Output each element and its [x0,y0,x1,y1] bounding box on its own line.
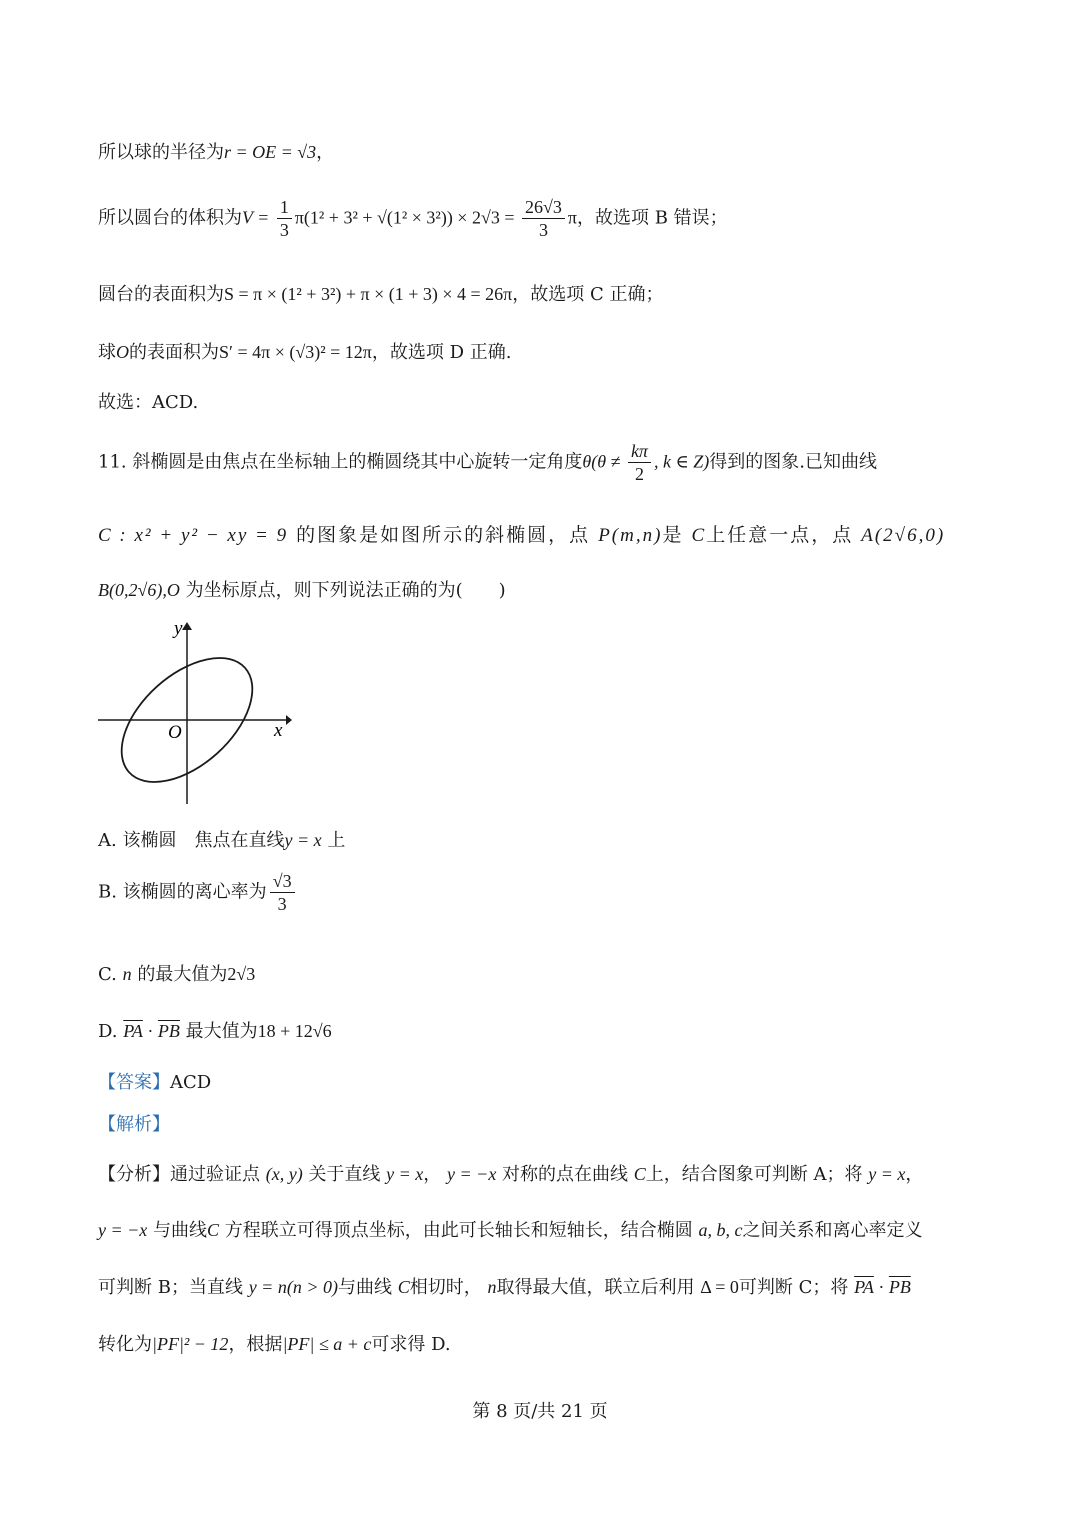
analysis-row4: 转化为|PF|² − 12，根据|PF| ≤ a + c可求得 D. [98,1334,451,1355]
x-axis-arrow [286,715,292,725]
option-c: C. n 的最大值为2√3 [98,964,256,985]
analysis-row2: y = −x 与曲线C 方程联立可得顶点坐标，由此可长轴长和短轴长，结合椭圆 a, b, c之间关系和离心率定义 [98,1220,923,1241]
math-radius: r = OE = √3 [224,142,317,162]
answer-line: 【答案】ACD [98,1072,212,1093]
page-footer: 第 8 页/共 21 页 [472,1401,608,1422]
y-axis-arrow [182,622,192,630]
solution-line-surface: 圆台的表面积为S = π × (1² + 3²) + π × (1 + 3) × 4 = 26π，故选项 C 正确； [98,284,664,305]
analysis-row1: 【分析】通过验证点 (x, y) 关于直线 y = x， y = −x 对称的点在曲线 C上，结合图象可判断 A；将 y = x， [98,1164,924,1185]
math-surface: S = π × (1² + 3²) + π × (1 + 3) × 4 = 26π [224,284,513,304]
analysis-tag: 【解析】 [98,1114,170,1135]
solution-line-radius: 所以球的半径为r = OE = √3， [98,142,335,163]
fraction-volume-result: $\frac{26√3}{3}$ [522,196,565,241]
answer-tag: 【答案】 [98,1072,170,1093]
origin-label: O [168,722,182,743]
curve-equation: C : x² + y² − xy = 9 [98,525,289,546]
fraction-one-third: $\frac{1}{3}$ [277,196,292,241]
option-a: A. 该椭圆 焦点在直线y = x 上 [98,830,346,851]
analysis-row3: 可判断 B；当直线 y = n(n > 0)与曲线 C相切时， n取得最大值，联立后利用 Δ = 0可判断 C；将 $\overline{PA} \cdot \overline{PB}$ [98,1277,911,1298]
option-d: D. $\overline{PA} \cdot \overline{PB}$ 最大值为18 + 12√6 [98,1021,332,1042]
x-label: x [274,720,283,741]
question-stem-line3: B(0,2√6),O 为坐标原点，则下列说法正确的为( ) [98,580,506,601]
math-sphere-area: S′ = 4π × (√3)² = 12π [219,342,372,362]
y-label: y [174,618,183,639]
ellipse-figure [98,618,298,808]
solution-conclusion: 故选：ACD. [98,392,199,413]
option-b: B. 该椭圆的离心率为 $\frac{√3}{3}$ [98,870,298,915]
fraction-eccentricity: $\frac{√3}{3}$ [270,870,295,915]
question-stem-line1: 11. 斜椭圆是由焦点在坐标轴上的椭圆绕其中心旋转一定角度θ(θ ≠ $\frac{k\pi}{2}$ , k ∈ Z)得到的图象.已知曲线 [98,441,878,484]
fraction-k-pi-over-2: $\frac{k\pi}{2}$ [628,440,651,485]
question-stem-line2: C : x² + y² − xy = 9 的图象是如图所示的斜椭圆，点 P(m,n)是 C上任意一点，点 A(2√6,0) [98,524,946,546]
solution-line-sphere: 球O的表面积为S′ = 4π × (√3)² = 12π，故选项 D 正确. [98,342,512,363]
solution-line-volume: 所以圆台的体积为V = $\frac{1}{3}$ π(1² + 3² + √(1² × 3²)) × 2√3 = $\frac{26√3}{3}$ π，故选项 B 错误； [98,197,728,240]
